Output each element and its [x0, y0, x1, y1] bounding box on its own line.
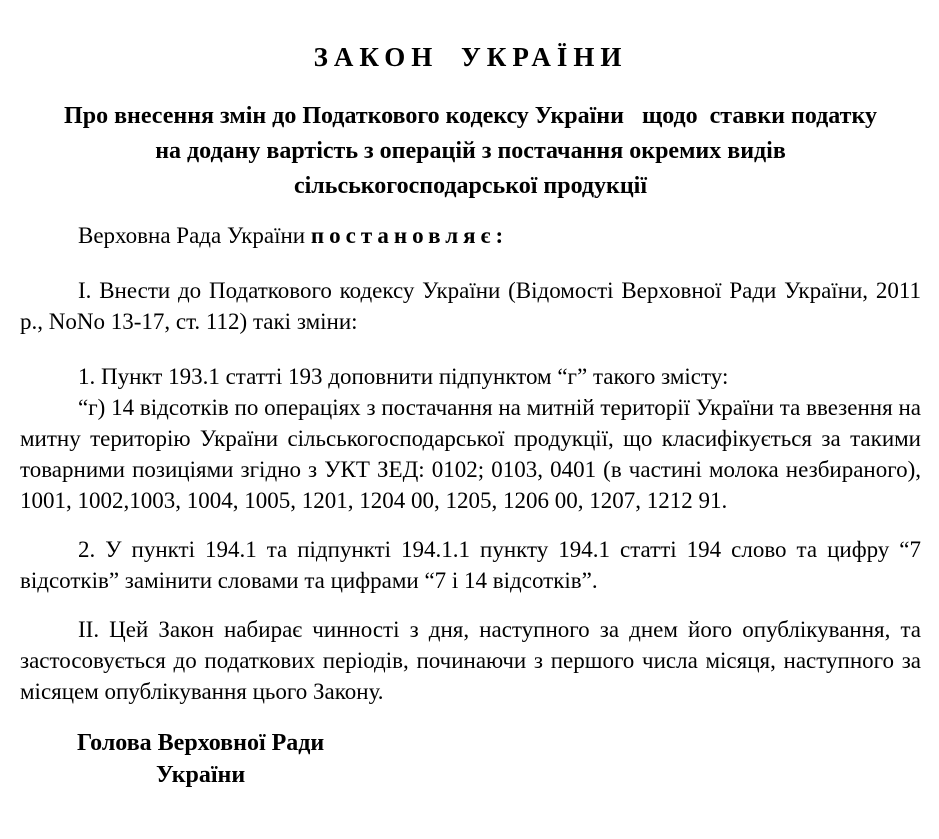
law-subtitle-line-3: сільськогосподарської продукції: [293, 173, 648, 199]
law-subtitle-line-1: Про внесення змін до Податкового кодексу України щодо ставки податку: [64, 103, 877, 129]
signature-title-line-1: Голова Верховної Ради: [77, 730, 325, 756]
signature-block: [77, 727, 324, 791]
law-title: ЗАКОН УКРАЇНИ: [313, 42, 628, 72]
law-subtitle-line-2: на додану вартість з операцій з постачання окремих видів: [155, 138, 786, 164]
subitem-g-paragraph: “г) 14 відсотків по операціях з постачання на митній території України та ввезення на митну територію України сільськогосподарської продукції, що класифікується за такими товарними позиціями згідно з УКТ ЗЕД: 0102; 0103, 0401 (в частині молока незбираного), 1001, 1002,1003, 1004, 1005, 1201, 1204 00, 1205, 1206 00, 1207, 1212 91.: [20, 395, 921, 513]
enacting-clause-colon: :: [495, 223, 504, 248]
enacting-clause-verb: постановляє: [310, 223, 496, 248]
item-2-paragraph: 2. У пункті 194.1 та підпункті 194.1.1 пункту 194.1 статті 194 слово та цифру “7 відсотків” замінити словами та цифрами “7 і 14 відсотків”.: [20, 537, 921, 593]
item-1-paragraph: 1. Пункт 193.1 статті 193 доповнити підпунктом “г” такого змісту:: [78, 364, 729, 389]
enacting-clause-prefix: Верховна Рада України: [78, 223, 311, 248]
law-subtitle: [20, 99, 921, 204]
section-ii-paragraph: II. Цей Закон набирає чинності з дня, наступного за днем його опублікування, та застосовується до податкових періодів, починаючи з першого числа місяця, наступного за місяцем опублікування цього Закону.: [20, 617, 921, 704]
signature-title-line-2: України: [156, 762, 246, 788]
enacting-clause: [20, 220, 921, 251]
section-i-paragraph: I. Внести до Податкового кодексу України (Відомості Верховної Ради України, 2011 р., NoNo 13-17, ст. 112) такі зміни:: [20, 278, 921, 334]
